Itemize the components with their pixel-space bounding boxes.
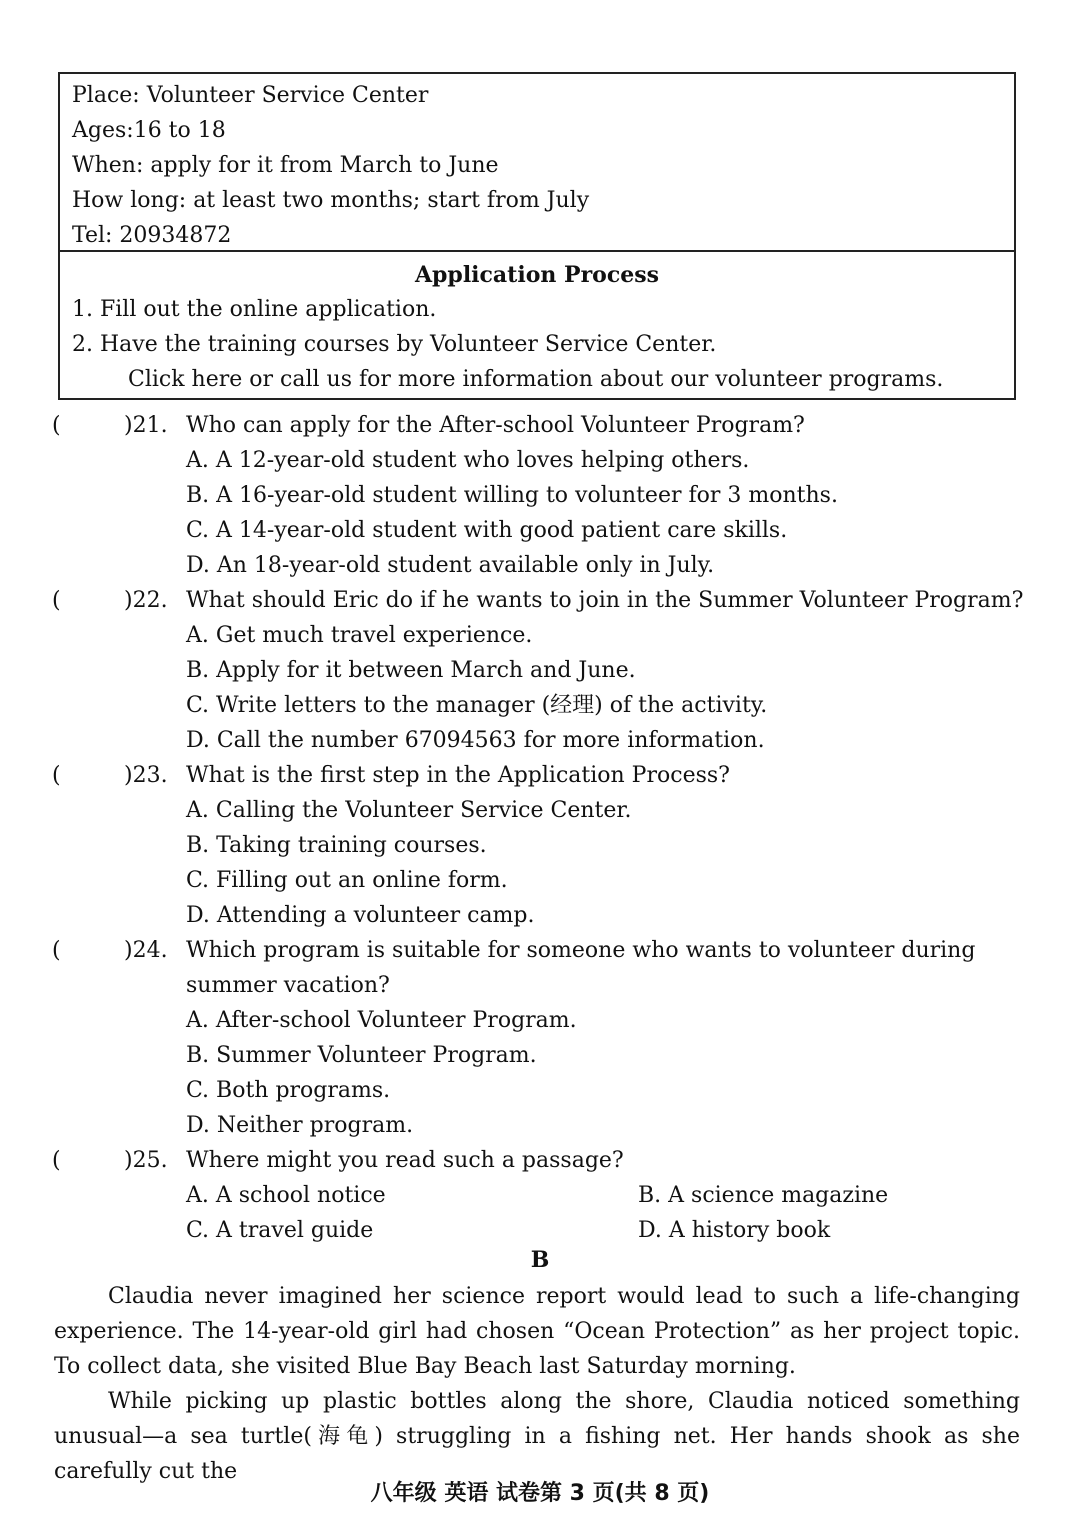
option-a: A. Calling the Volunteer Service Center. (186, 798, 632, 823)
question-text: Which program is suitable for someone who wants to volunteer during summer vacation? (186, 938, 976, 998)
process-note: Click here or call us for more information about our volunteer programs. (128, 367, 944, 392)
question-22 (52, 583, 1027, 758)
option-a: A. A 12-year-old student who loves helping others. (186, 448, 750, 473)
answer-blank[interactable]: ( (52, 588, 61, 613)
option-d: D. Call the number 67094563 for more information. (186, 728, 765, 753)
option-c: C. A 14-year-old student with good patient care skills. (186, 518, 788, 543)
answer-blank[interactable]: ( (52, 763, 61, 788)
option-b: B. Apply for it between March and June. (186, 658, 636, 683)
question-number: )22. (124, 588, 168, 613)
question-number: )21. (124, 413, 168, 438)
question-24 (52, 933, 1027, 1143)
option-b: B. A 16-year-old student willing to volunteer for 3 months. (186, 483, 838, 508)
program-info-box (58, 72, 1016, 400)
question-text: Where might you read such a passage? (186, 1148, 624, 1173)
question-text: What should Eric do if he wants to join in the Summer Volunteer Program? (186, 588, 1024, 613)
page-footer: 八年级 英语 试卷第 3 页(共 8 页) (370, 1481, 710, 1506)
process-title: Application Process (414, 262, 660, 288)
option-c: C. Both programs. (186, 1078, 391, 1103)
question-number: )24. (124, 938, 168, 963)
option-b: B. A science magazine (638, 1183, 889, 1208)
info-ages: Ages:16 to 18 (72, 118, 226, 143)
question-23 (52, 758, 1027, 933)
process-step-2: 2. Have the training courses by Volunteer Service Center. (72, 332, 717, 357)
option-b: B. Taking training courses. (186, 833, 487, 858)
question-list (52, 408, 1027, 1248)
info-place: Place: Volunteer Service Center (72, 83, 429, 108)
info-how-long: How long: at least two months; start from July (72, 188, 590, 213)
reading-passage (54, 1279, 1020, 1489)
question-25 (52, 1143, 1027, 1248)
answer-blank[interactable]: ( (52, 413, 61, 438)
option-d: D. Attending a volunteer camp. (186, 903, 535, 928)
section-heading: B (530, 1247, 550, 1273)
option-c: C. Filling out an online form. (186, 868, 508, 893)
info-when: When: apply for it from March to June (72, 153, 499, 178)
option-a: A. Get much travel experience. (186, 623, 533, 648)
option-d: D. Neither program. (186, 1113, 414, 1138)
question-number: )25. (124, 1148, 168, 1173)
process-step-1: 1. Fill out the online application. (72, 297, 437, 322)
passage-paragraph-1: Claudia never imagined her science report would lead to such a life-changing experience. The 14-year-old girl had chosen “Ocean Protection” as her project topic. To collect data, she visited Blue Bay Beach last Saturday morning. (54, 1284, 1020, 1379)
answer-blank[interactable]: ( (52, 938, 61, 963)
option-c: C. A travel guide (186, 1218, 374, 1243)
answer-blank[interactable]: ( (52, 1148, 61, 1173)
option-a: A. A school notice (186, 1183, 386, 1208)
option-c: C. Write letters to the manager (经理) of the activity. (186, 693, 768, 718)
option-d: D. A history book (638, 1218, 831, 1243)
question-text: Who can apply for the After-school Volunteer Program? (186, 413, 805, 438)
option-a: A. After-school Volunteer Program. (186, 1008, 577, 1033)
info-tel: Tel: 20934872 (72, 223, 232, 248)
option-d: D. An 18-year-old student available only in July. (186, 553, 715, 578)
question-number: )23. (124, 763, 168, 788)
option-b: B. Summer Volunteer Program. (186, 1043, 537, 1068)
option-grid (52, 1178, 1027, 1248)
passage-paragraph-2: While picking up plastic bottles along the shore, Claudia noticed something unusual—a sea turtle(海龟) struggling in a fishing net. Her hands shook as she carefully cut the (54, 1389, 1020, 1484)
question-text: What is the first step in the Application Process? (186, 763, 730, 788)
question-21 (52, 408, 1027, 583)
application-process (60, 252, 1014, 397)
program-details (60, 74, 1014, 252)
